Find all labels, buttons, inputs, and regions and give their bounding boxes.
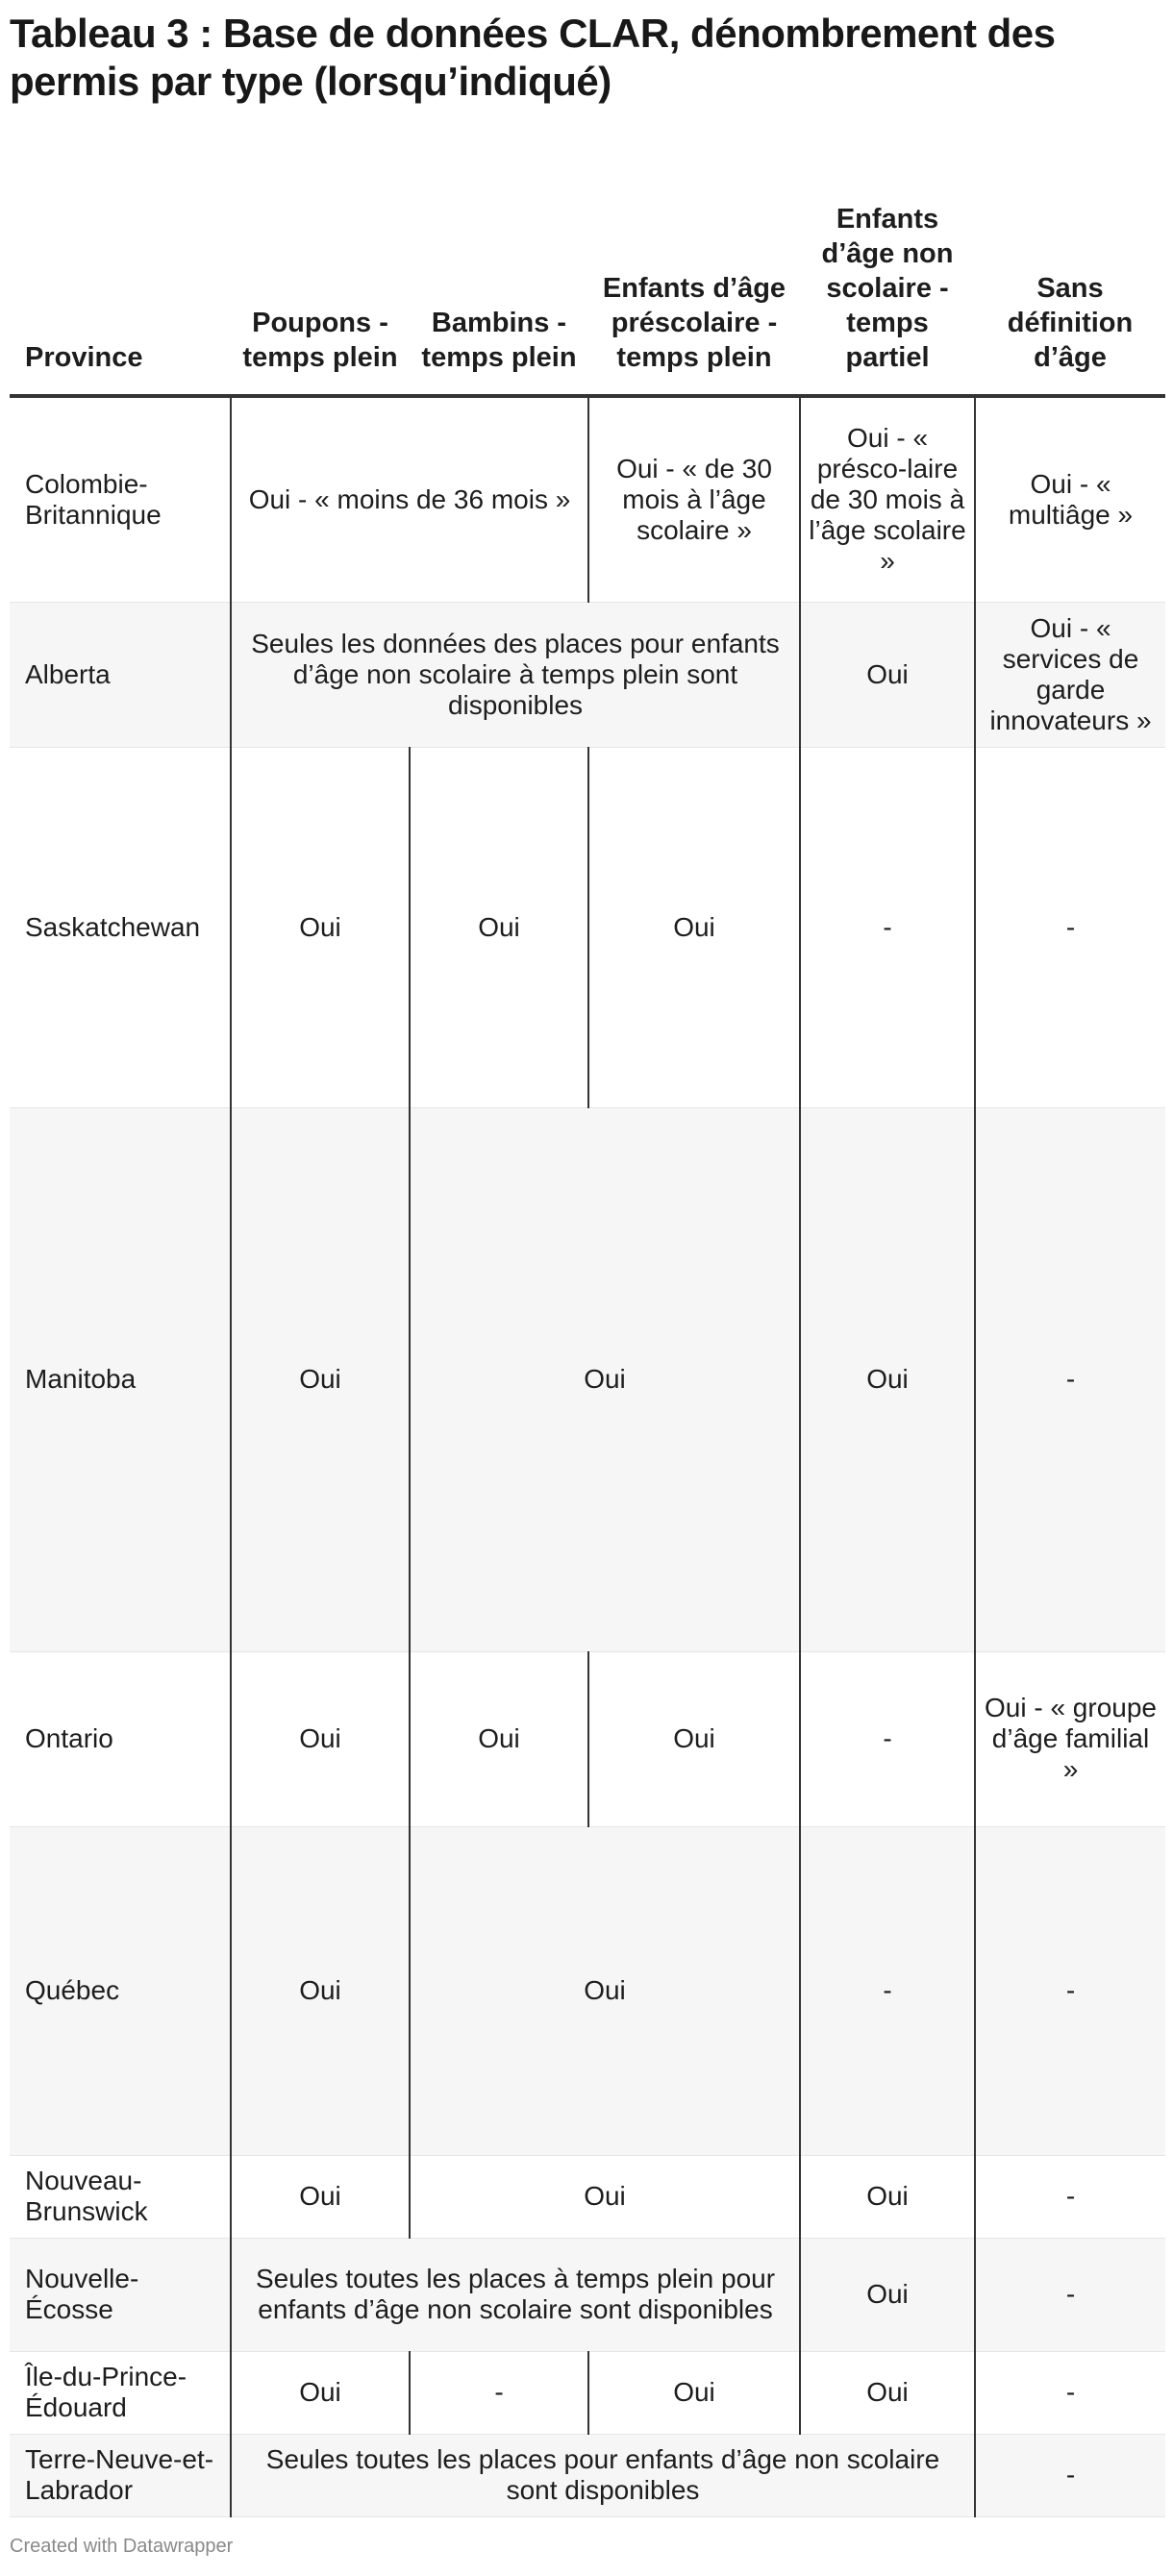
province-cell: Alberta	[10, 602, 231, 747]
data-cell: Oui - « de 30 mois à l’âge scolaire »	[588, 396, 800, 602]
table-row	[10, 1826, 1165, 2155]
data-cell: Oui	[231, 2155, 410, 2238]
data-cell: Seules toutes les places pour enfants d’âge non scolaire sont disponibles	[231, 2434, 975, 2516]
data-cell: -	[800, 1651, 975, 1826]
data-cell: -	[975, 747, 1165, 1107]
data-cell: Oui	[231, 2351, 410, 2434]
data-cell: Oui	[588, 2351, 800, 2434]
table-row	[10, 2434, 1165, 2516]
data-cell: Seules les données des places pour enfants d’âge non scolaire à temps plein sont disponibles	[231, 602, 800, 747]
data-cell: Oui	[588, 1651, 800, 1826]
data-cell: Oui	[231, 1826, 410, 2155]
data-cell: Oui	[588, 747, 800, 1107]
province-cell: Terre-Neuve-et-Labrador	[10, 2434, 231, 2516]
data-cell: Oui	[231, 1651, 410, 1826]
header-prescolaire: Enfants d’âge préscolaire - temps plein	[588, 152, 800, 396]
table-row	[10, 2155, 1165, 2238]
table-row	[10, 2238, 1165, 2351]
province-cell: Colombie-Britannique	[10, 396, 231, 602]
table-row	[10, 602, 1165, 747]
data-cell: Oui	[410, 2155, 800, 2238]
province-cell: Nouveau-Brunswick	[10, 2155, 231, 2238]
header-province: Province	[10, 152, 231, 396]
data-cell: -	[975, 1826, 1165, 2155]
header-non-scolaire: Enfants d’âge non scolaire - temps partiel	[800, 152, 975, 396]
data-cell: Oui	[231, 1107, 410, 1651]
data-cell: Oui - « présco-laire de 30 mois à l’âge scolaire »	[800, 396, 975, 602]
table-title: Tableau 3 : Base de données CLAR, dénombrement des permis par type (lorsqu’indiqué)	[10, 11, 1056, 104]
province-cell: Ontario	[10, 1651, 231, 1826]
data-cell: Oui - « multiâge »	[975, 396, 1165, 602]
data-cell: Oui - « services de garde innovateurs »	[975, 602, 1165, 747]
province-cell: Île-du-Prince-Édouard	[10, 2351, 231, 2434]
data-cell: -	[975, 2434, 1165, 2516]
data-cell: Oui	[231, 747, 410, 1107]
header-row	[10, 152, 1165, 396]
table-row	[10, 1107, 1165, 1651]
header-sans-definition: Sans définition d’âge	[975, 152, 1165, 396]
data-cell: -	[800, 1826, 975, 2155]
province-cell: Québec	[10, 1826, 231, 2155]
data-cell: Oui	[800, 2238, 975, 2351]
data-cell: -	[800, 747, 975, 1107]
table-row	[10, 396, 1165, 602]
data-cell: Oui	[410, 1826, 800, 2155]
data-cell: Oui - « moins de 36 mois »	[231, 396, 588, 602]
data-cell: Oui	[800, 2155, 975, 2238]
data-cell: -	[975, 2351, 1165, 2434]
table-row	[10, 747, 1165, 1107]
data-cell: Oui - « groupe d’âge familial »	[975, 1651, 1165, 1826]
data-cell: Oui	[410, 747, 588, 1107]
data-cell: Oui	[410, 1651, 588, 1826]
data-cell: Oui	[800, 2351, 975, 2434]
header-poupons: Poupons - temps plein	[231, 152, 410, 396]
data-cell: -	[975, 1107, 1165, 1651]
table-row	[10, 1651, 1165, 1826]
table-row	[10, 2351, 1165, 2434]
data-cell: Oui	[800, 1107, 975, 1651]
data-cell: -	[975, 2155, 1165, 2238]
datawrapper-credit: Created with Datawrapper	[10, 2536, 234, 2557]
header-bambins: Bambins - temps plein	[410, 152, 588, 396]
data-cell: -	[975, 2238, 1165, 2351]
province-cell: Manitoba	[10, 1107, 231, 1651]
province-cell: Nouvelle-Écosse	[10, 2238, 231, 2351]
province-cell: Saskatchewan	[10, 747, 231, 1107]
data-cell: -	[410, 2351, 588, 2434]
data-cell: Oui	[410, 1107, 800, 1651]
data-cell: Oui	[800, 602, 975, 747]
permits-table	[10, 152, 1165, 2517]
data-cell: Seules toutes les places à temps plein pour enfants d’âge non scolaire sont disponibles	[231, 2238, 800, 2351]
